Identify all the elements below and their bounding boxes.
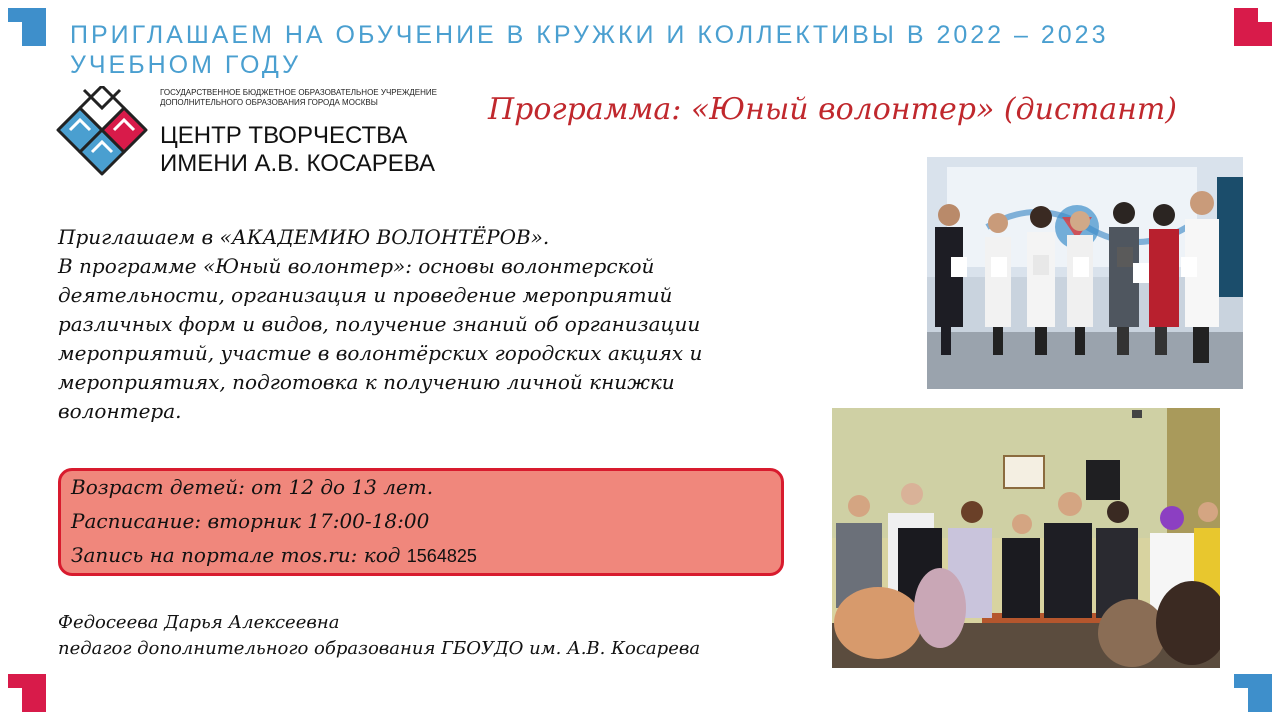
teacher-credit	[58, 610, 818, 662]
registration-code: 1564825	[406, 546, 477, 566]
teacher-position: педагог дополнительного образования ГБОУДО им. А.В. Косарева	[58, 638, 701, 659]
logo-emblem-icon	[54, 86, 150, 180]
age-info: Возраст детей: от 12 до 13 лет.	[71, 475, 434, 499]
logo-name-line-1: ЦЕНТР ТВОРЧЕСТВА	[160, 122, 408, 149]
academy-invitation: Приглашаем в «АКАДЕМИЮ ВОЛОНТЁРОВ».	[58, 225, 550, 249]
corner-decoration-top-left	[8, 8, 46, 46]
logo-org-line-1: ГОСУДАРСТВЕННОЕ БЮДЖЕТНОЕ ОБРАЗОВАТЕЛЬНОЕ УЧРЕЖДЕНИЕ	[160, 88, 437, 97]
logo-org-line-2: ДОПОЛНИТЕЛЬНОГО ОБРАЗОВАНИЯ ГОРОДА МОСКВЫ	[160, 98, 378, 107]
students-classroom-photo	[832, 408, 1220, 668]
invitation-headline: ПРИГЛАШАЕМ НА ОБУЧЕНИЕ В КРУЖКИ И КОЛЛЕКТИВЫ В 2022 – 2023 УЧЕБНОМ ГОДУ	[70, 21, 1109, 79]
organization-logo	[54, 86, 454, 180]
corner-decoration-bottom-left	[8, 674, 46, 712]
program-details: В программе «Юный волонтер»: основы волонтерской деятельности, организация и проведение мероприятий различных форм и видов, получение знаний об организации мероприятий, участие в волонтёрских городских акциях и мероприятиях, подготовка к получению личной книжки волонтера.	[58, 254, 703, 423]
program-title: Программа: «Юный волонтер» (дистант)	[488, 92, 1177, 127]
enrollment-info-box	[58, 468, 784, 576]
schedule-info: Расписание: вторник 17:00-18:00	[71, 509, 430, 533]
logo-org-type	[160, 88, 460, 108]
corner-decoration-bottom-right	[1234, 674, 1272, 712]
registration-label: Запись на портале mos.ru: код	[71, 543, 407, 567]
volunteers-group-photo	[927, 157, 1243, 389]
registration-info	[71, 539, 781, 573]
program-description	[58, 223, 788, 426]
corner-decoration-top-right	[1234, 8, 1272, 46]
teacher-name: Федосеева Дарья Алексеевна	[58, 612, 340, 633]
logo-org-name	[160, 122, 460, 178]
logo-name-line-2: ИМЕНИ А.В. КОСАРЕВА	[160, 150, 435, 177]
